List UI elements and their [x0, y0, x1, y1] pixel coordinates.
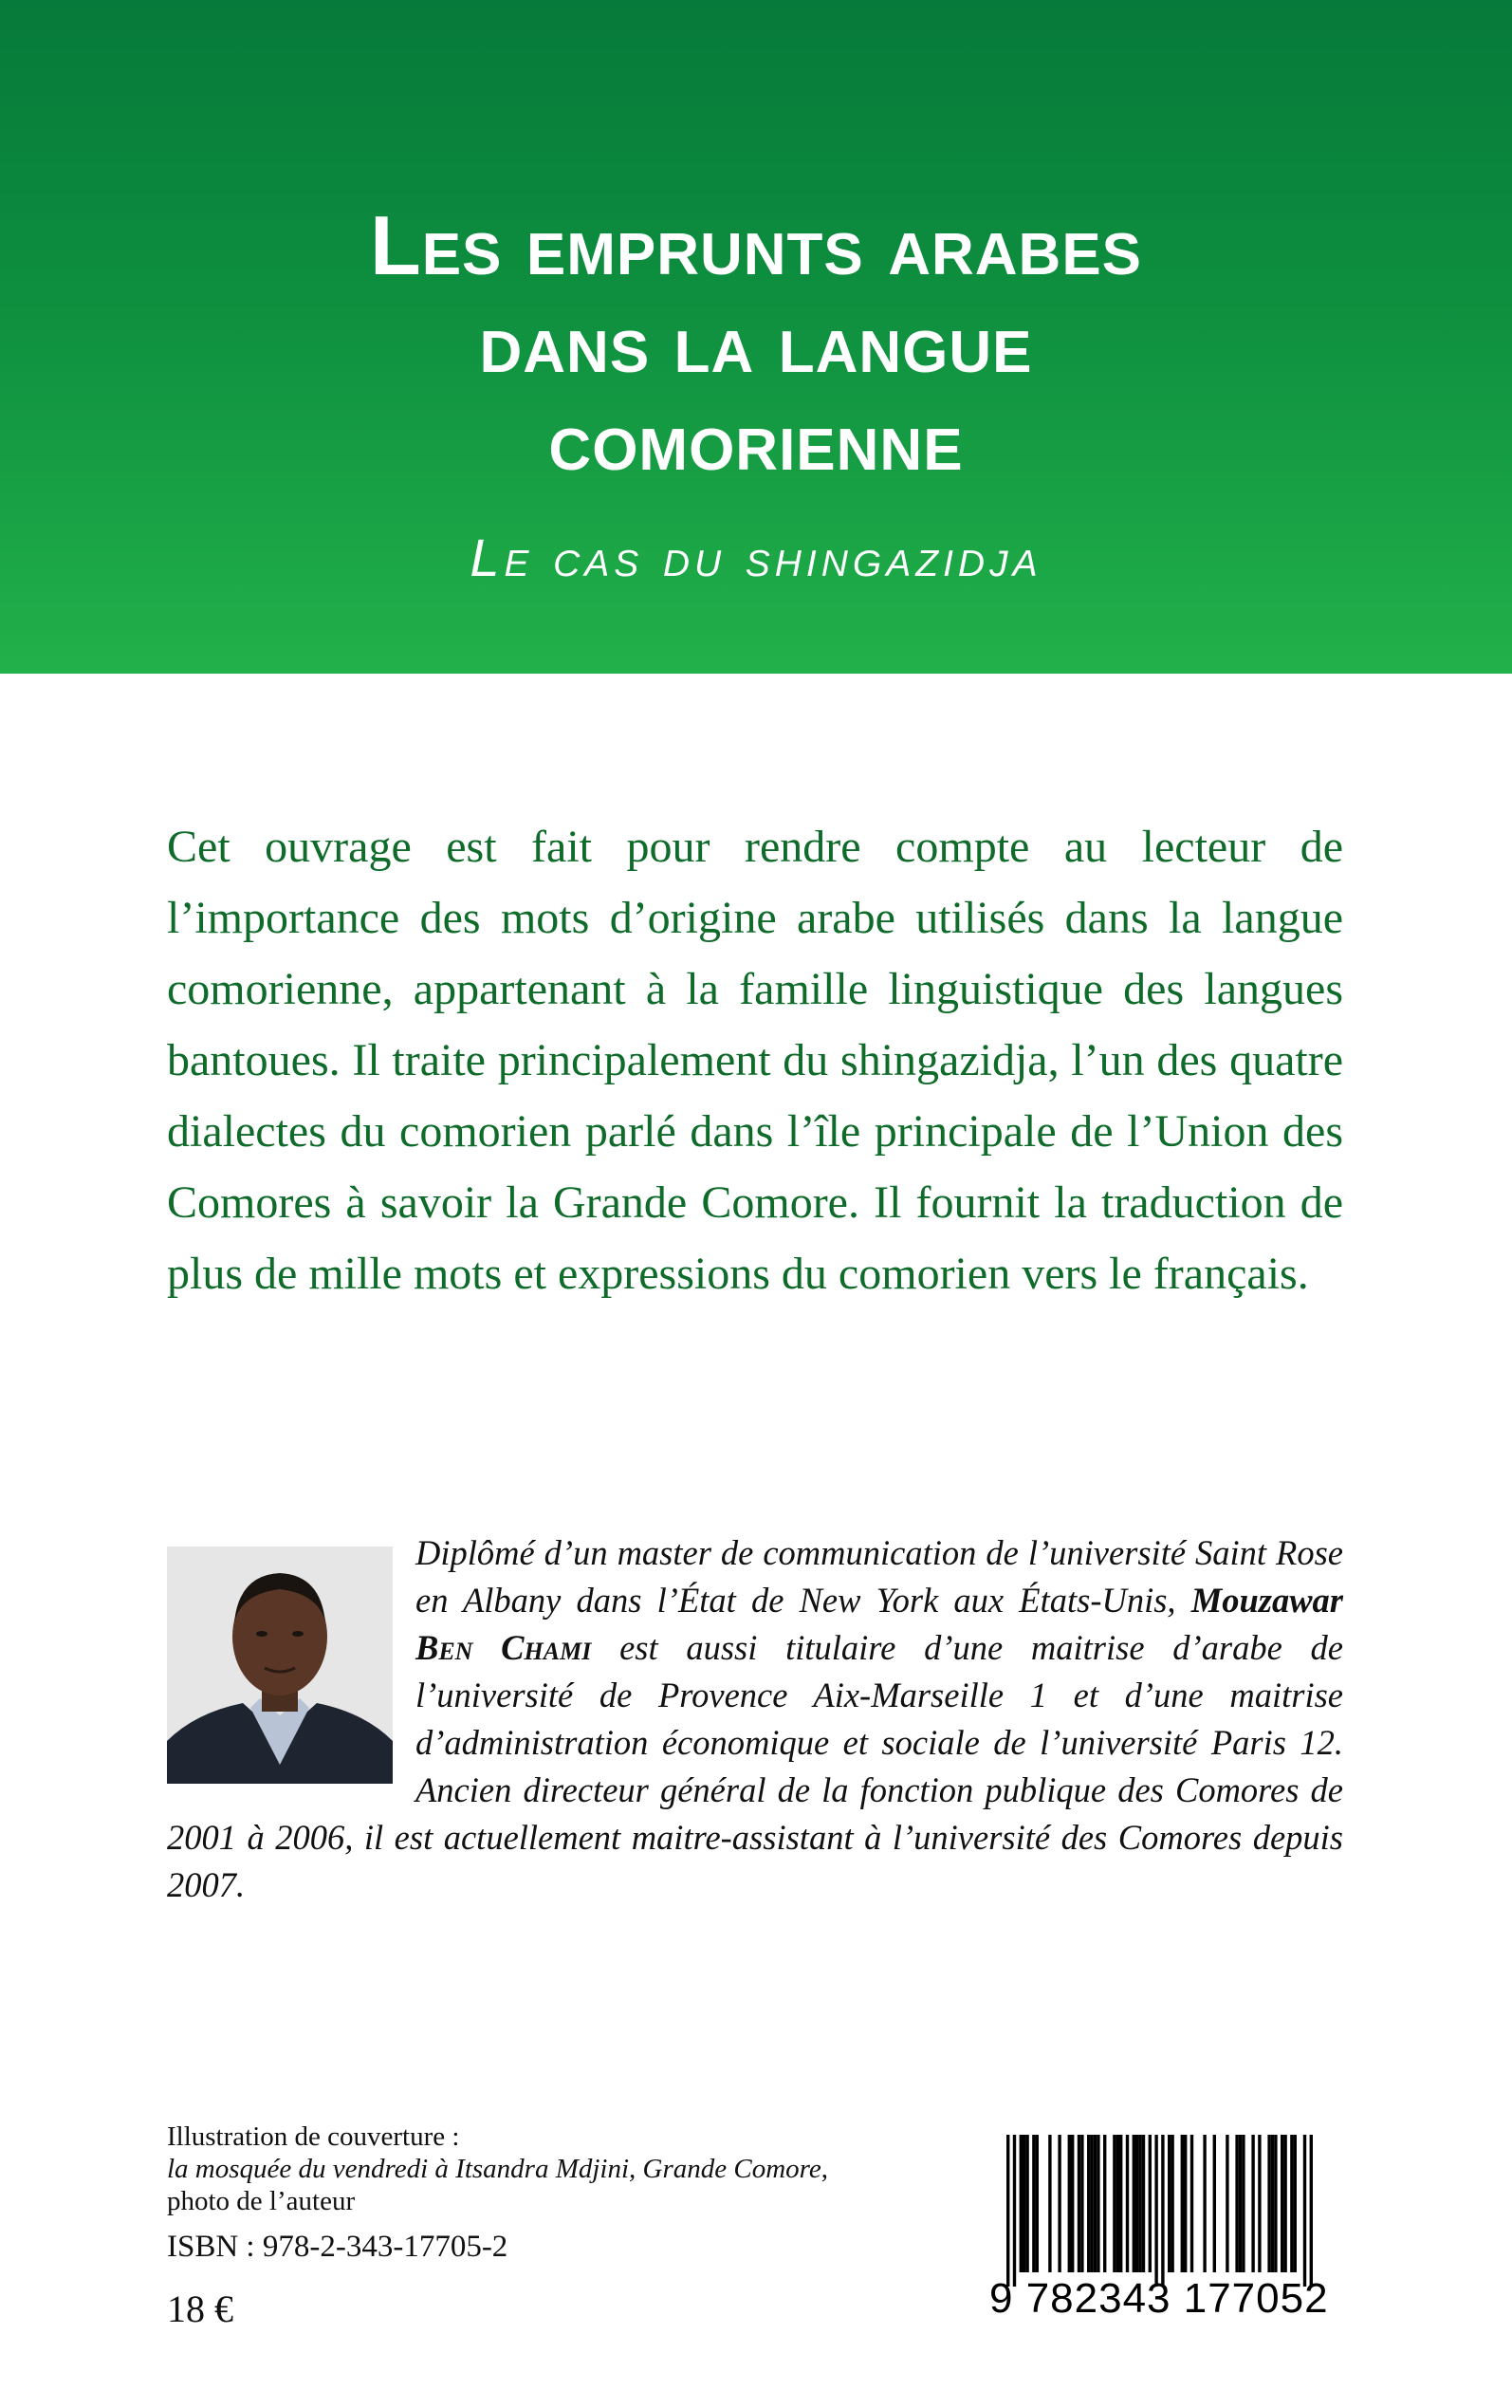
book-title-line-2: dans la langue	[479, 296, 1033, 390]
barcode-bar	[1097, 2135, 1099, 2272]
barcode-bar	[1058, 2135, 1060, 2272]
barcode-bar	[1036, 2135, 1039, 2272]
barcode-bar	[1190, 2135, 1193, 2272]
barcode-bar	[1161, 2135, 1164, 2287]
barcode-bar	[1251, 2135, 1254, 2272]
barcode-bar	[1274, 2135, 1277, 2272]
barcode-bar	[1149, 2135, 1152, 2272]
credit-caption: la mosquée du vendredi à Itsandra Mdjini, Grande Comore	[167, 2154, 821, 2184]
barcode-bar	[1032, 2135, 1035, 2272]
barcode-bar	[1267, 2135, 1270, 2272]
barcode-bar	[1213, 2135, 1216, 2272]
photo-spacer	[167, 1529, 415, 1805]
barcode-bar	[1119, 2135, 1122, 2272]
author-biography	[167, 1529, 1343, 1909]
author-last-name: Ben Chami	[415, 1628, 592, 1667]
barcode-bar	[1138, 2135, 1141, 2272]
book-title-line-1: Les emprunts arabes	[369, 198, 1143, 292]
barcode-bar	[1068, 2135, 1071, 2272]
barcode-bar	[1094, 2135, 1097, 2272]
book-title-line-3: comorienne	[548, 394, 964, 488]
barcode-bar	[1025, 2135, 1028, 2272]
barcode-bar	[1303, 2135, 1306, 2287]
barcode-bar	[1310, 2135, 1313, 2287]
barcode-bar	[1133, 2135, 1135, 2272]
barcode-bar	[1013, 2135, 1016, 2287]
barcode-bar	[1271, 2135, 1274, 2272]
barcode-bar	[1258, 2135, 1261, 2272]
price: 18 €	[167, 2288, 233, 2330]
barcode-bar	[1090, 2135, 1093, 2272]
credit-caption-line	[167, 2153, 926, 2185]
barcode-bar	[1235, 2135, 1238, 2272]
credit-comma: ,	[821, 2154, 828, 2184]
barcode-bar	[1168, 2135, 1171, 2272]
barcode-bar	[1290, 2135, 1293, 2272]
barcode-bar	[1048, 2135, 1051, 2272]
barcode-bar	[1116, 2135, 1119, 2272]
barcode-bar	[1239, 2135, 1242, 2272]
author-first-name: Mouzawar	[1190, 1581, 1343, 1620]
barcode-bar	[1126, 2135, 1129, 2272]
barcode-bar	[1226, 2135, 1228, 2272]
barcode-bar	[1171, 2135, 1173, 2272]
barcode-bar	[1283, 2135, 1286, 2272]
barcode-bar	[1281, 2135, 1283, 2272]
barcode-bar	[1181, 2135, 1184, 2272]
bio-text-start: Diplômé d’un master de communication de l’université Saint Rose en Albany dans l’État de New York aux États-Unis,	[415, 1533, 1343, 1620]
barcode-bar	[1135, 2135, 1138, 2272]
barcode-bar	[1184, 2135, 1187, 2272]
barcode-bar	[1103, 2135, 1106, 2272]
cover-header	[0, 0, 1512, 674]
barcode-bar	[1142, 2135, 1145, 2272]
barcode-bar	[1071, 2135, 1074, 2272]
book-description: Cet ouvrage est fait pour rendre compte au lecteur de l’importance des mots d’origine arabe utilisés dans la langue comorienne, appartenant à la famille linguistique des langues bantoues. Il traite principalement du shingazidja, l’un des quatre dialectes du comorien parlé dans l’île principale de l’Union des Comores à savoir la Grande Comore. Il fournit la traduction de plus de mille mots et expressions du comorien vers le français.	[167, 822, 1343, 1299]
cover-illustration-credit	[167, 2121, 926, 2217]
barcode-bar	[1203, 2135, 1206, 2272]
barcode-bar	[1242, 2135, 1245, 2272]
barcode-bar	[1087, 2135, 1090, 2272]
barcode-bar	[1020, 2135, 1023, 2272]
barcode-bar	[1154, 2135, 1157, 2287]
barcode-bar	[1006, 2135, 1009, 2287]
barcode-bar	[1113, 2135, 1116, 2272]
barcode-bar	[1294, 2135, 1297, 2272]
credit-label: Illustration de couverture :	[167, 2121, 460, 2152]
barcode-bar	[1080, 2135, 1083, 2272]
barcode-bar	[1023, 2135, 1025, 2272]
barcode-bar	[1078, 2135, 1080, 2272]
barcode-digits: 9 782343 177052	[989, 2275, 1329, 2322]
book-subtitle: Le cas du shingazidja	[470, 528, 1042, 587]
bio-text-end: est aussi titulaire d’une maitrise d’arabe de l’université de Provence Aix-Marseille 1 et d’une maitrise d’administration économique et sociale de l’université Paris 12. Ancien directeur général de la fonction publique des Comores de 2001 à 2006, il est actuellement maitre-assistant à l’université des Comores depuis 2007.	[167, 1628, 1343, 1904]
isbn: ISBN : 978-2-343-17705-2	[167, 2230, 508, 2264]
credit-photo-by: photo de l’auteur	[167, 2186, 356, 2216]
